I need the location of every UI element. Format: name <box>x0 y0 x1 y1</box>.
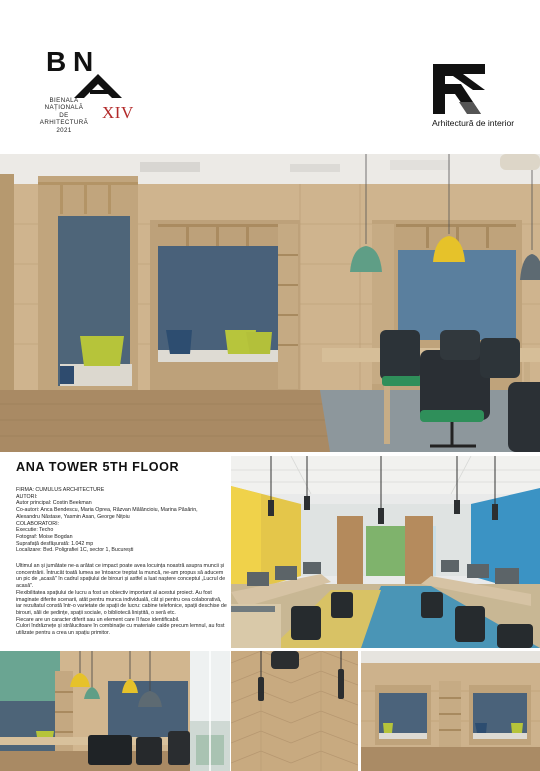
photo-wood-panel-detail <box>231 651 358 771</box>
credit-line: Co-autori: Anca Bendescu, Maria Oprea, Răzvan Mălăncioiu, Marina Păsărin, <box>16 507 198 514</box>
hero-photo-lounge-niches <box>0 154 540 452</box>
bna-subtitle-line: NAȚIONALĂ <box>44 104 84 112</box>
description-paragraph: Flexibilitatea spațiului de lucru a fost un obiectiv important al acestui proiect. Au fost imaginate diferite scenarii, atât pentru munca individuală, cât și pentru cea colaborativă, iar rezultatul constă într-o varietate de spații de lucru: cabine telefonice, spații deschise de birouri, săli de ședințe, spații sociale, o bibliotecă liniștită, o seră etc. <box>16 589 227 616</box>
credit-line: FIRMA: CUMULUS ARCHITECTURE <box>16 487 105 493</box>
bna-logo <box>34 44 134 139</box>
credit-line: COLABORATORI: <box>16 520 60 527</box>
credit-line: Suprafață desfășurată: 1.042 mp <box>16 540 94 547</box>
description-paragraph: Fiecare are un caracter diferit sau un element care îl face identificabil. <box>16 616 180 623</box>
photo-lounge-bottom-left <box>0 651 190 771</box>
credit-line: AUTORI: <box>16 493 38 500</box>
credit-line: Alexandru Năstase, Yasmin Asan, George Nițoiu <box>16 513 130 520</box>
credit-line: Fotograf: Moise Bogdan <box>16 533 73 540</box>
bna-subtitle <box>34 97 94 134</box>
bna-subtitle-line: 2021 <box>56 126 72 134</box>
photo-lounge-niches-bottom-right <box>361 651 540 771</box>
bna-subtitle-line: BIENALA <box>49 97 79 104</box>
description-paragraph: Culori îndrăznețe și strălucitoare în combinație cu materiale calde precum lemnul, au fost utilizate pentru a crea un spațiu primitor. <box>16 623 225 637</box>
photo-open-space-office <box>231 456 540 648</box>
credit-line: Executie: Techo <box>16 527 54 534</box>
bna-edition: XIV <box>102 103 134 122</box>
description-paragraph: Ultimul an și jumătate ne-a arătat ce impact poate avea locuința noastră asupra muncii și concentrării. Întrucât toată lumea se întoarce treptat la muncă, ne-am propus să aducem un pic de „acasă" în cadrul spațiului de birouri și astfel a luat naștere conceptul „Lucrul de acasă". <box>16 563 226 590</box>
project-title: ANA TOWER 5TH FLOOR <box>16 460 180 474</box>
bna-letters-mark <box>44 44 122 100</box>
bna-subtitle-line: DE <box>59 111 69 119</box>
credit-line: Localizare: Bvd. Poligrafiei 1C, sector 1, București <box>16 547 134 554</box>
project-description <box>16 563 228 637</box>
bna-subtitle-line: ARHITECTURĂ <box>39 119 89 127</box>
category-label: Arhitectură de interior <box>432 118 515 128</box>
interior-architecture-logo <box>431 64 513 134</box>
project-credits <box>16 487 226 554</box>
bna-letter-b: B <box>46 46 67 77</box>
bna-letter-a-shape <box>74 74 122 98</box>
photo-window-view <box>190 651 230 771</box>
bna-letter-n: N <box>73 46 94 77</box>
architecture-mark-icon <box>433 64 485 114</box>
credit-line: Autor principal: Costin Beekman <box>16 500 92 507</box>
